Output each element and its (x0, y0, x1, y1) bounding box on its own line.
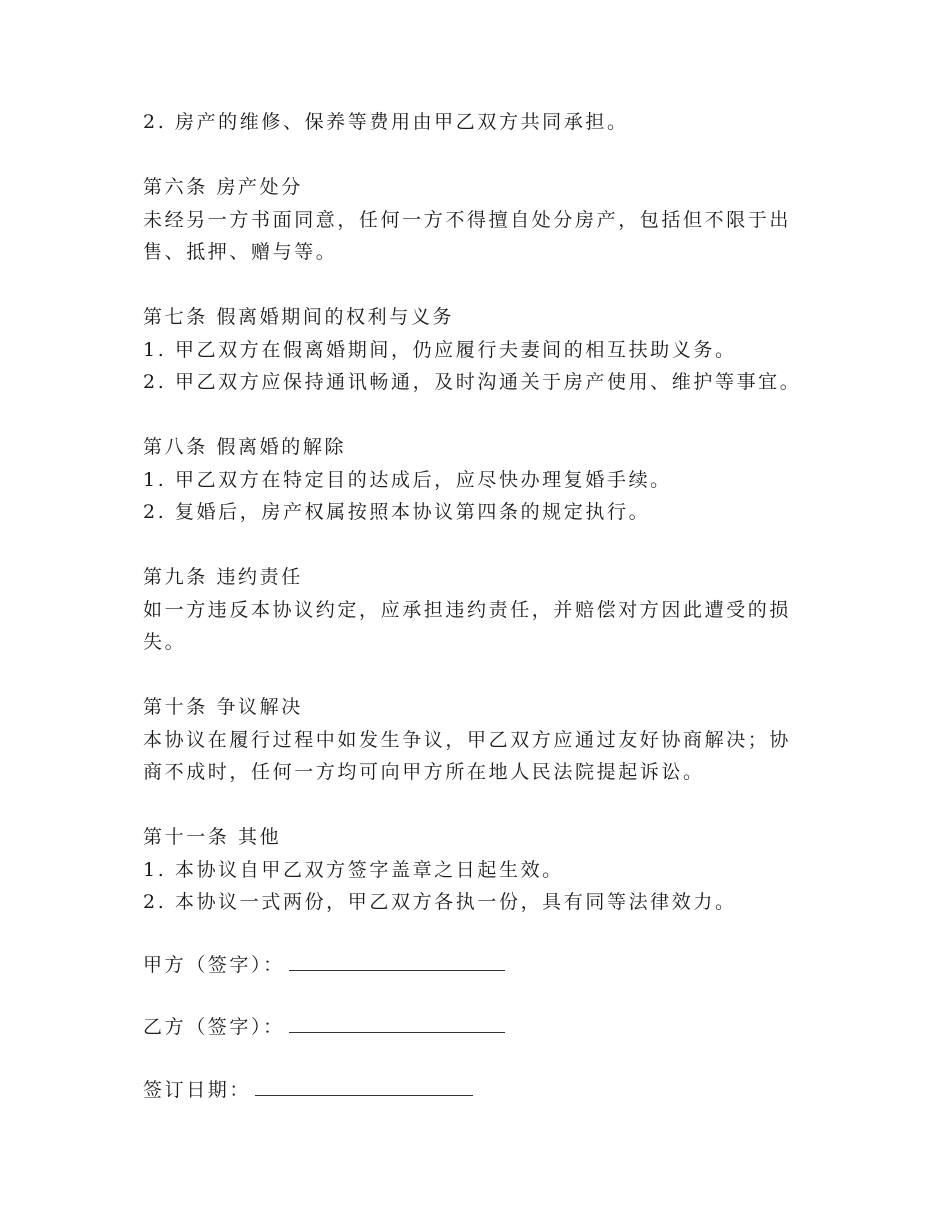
party-a-signature-row (143, 949, 813, 982)
article6-body-line1: 未经另一方书面同意，任何一方不得擅自处分房产，包括但不限于出 (143, 208, 792, 231)
article11-item2: 2. 本协议一式两份，甲乙双方各执一份，具有同等法律效力。 (143, 891, 737, 913)
spacer (143, 269, 813, 302)
signing-date-row (143, 1074, 813, 1107)
article8-item2: 2. 复婚后，房产权属按照本协议第四条的规定执行。 (143, 501, 651, 523)
article11-item1: 1. 本协议自甲乙双方签字盖章之日起生效。 (143, 858, 564, 881)
party-a-signature-blank[interactable] (289, 952, 505, 971)
article11-heading: 第十一条 其他 (143, 826, 282, 848)
article9-heading: 第九条 违约责任 (143, 566, 303, 588)
party-b-signature-label: 乙方（签字）： (143, 1016, 285, 1038)
article9-body-line1: 如一方违反本协议约定，应承担违约责任，并赔偿对方因此遭受的损 (143, 598, 792, 621)
article5-item2: 2. 房产的维修、保养等费用由甲乙双方共同承担。 (143, 111, 629, 133)
article6-heading: 第六条 房产处分 (143, 176, 303, 198)
article7-item2: 2. 甲乙双方应保持通讯畅通，及时沟通关于房产使用、维护等事宜。 (143, 371, 802, 393)
party-b-signature-blank[interactable] (289, 1014, 505, 1033)
article7-heading: 第七条 假离婚期间的权利与义务 (143, 306, 455, 328)
spacer (143, 919, 813, 949)
party-b-signature-row (143, 1011, 813, 1044)
article6-body-line2: 售、抵押、赠与等。 (143, 241, 338, 263)
agreement-document (143, 106, 813, 1106)
signing-date-label: 签订日期： (143, 1078, 252, 1101)
party-a-signature-label: 甲方（签字）： (143, 953, 285, 976)
spacer (143, 139, 813, 172)
signing-date-blank[interactable] (255, 1077, 473, 1096)
article8-heading: 第八条 假离婚的解除 (143, 436, 347, 458)
article8-item1: 1. 甲乙双方在特定目的达成后，应尽快办理复婚手续。 (143, 468, 672, 491)
spacer (143, 789, 813, 822)
article7-item1: 1. 甲乙双方在假离婚期间，仍应履行夫妻间的相互扶助义务。 (143, 338, 737, 361)
spacer (143, 1044, 813, 1074)
article10-body-line1: 本协议在履行过程中如发生争议，甲乙双方应通过友好协商解决；协 (143, 728, 792, 751)
spacer (143, 981, 813, 1011)
article10-heading: 第十条 争议解决 (143, 696, 303, 718)
spacer (143, 399, 813, 432)
spacer (143, 659, 813, 692)
article9-body-line2: 失。 (143, 631, 187, 653)
spacer (143, 529, 813, 562)
article10-body-line2: 商不成时，任何一方均可向甲方所在地人民法院提起诉讼。 (143, 761, 705, 783)
